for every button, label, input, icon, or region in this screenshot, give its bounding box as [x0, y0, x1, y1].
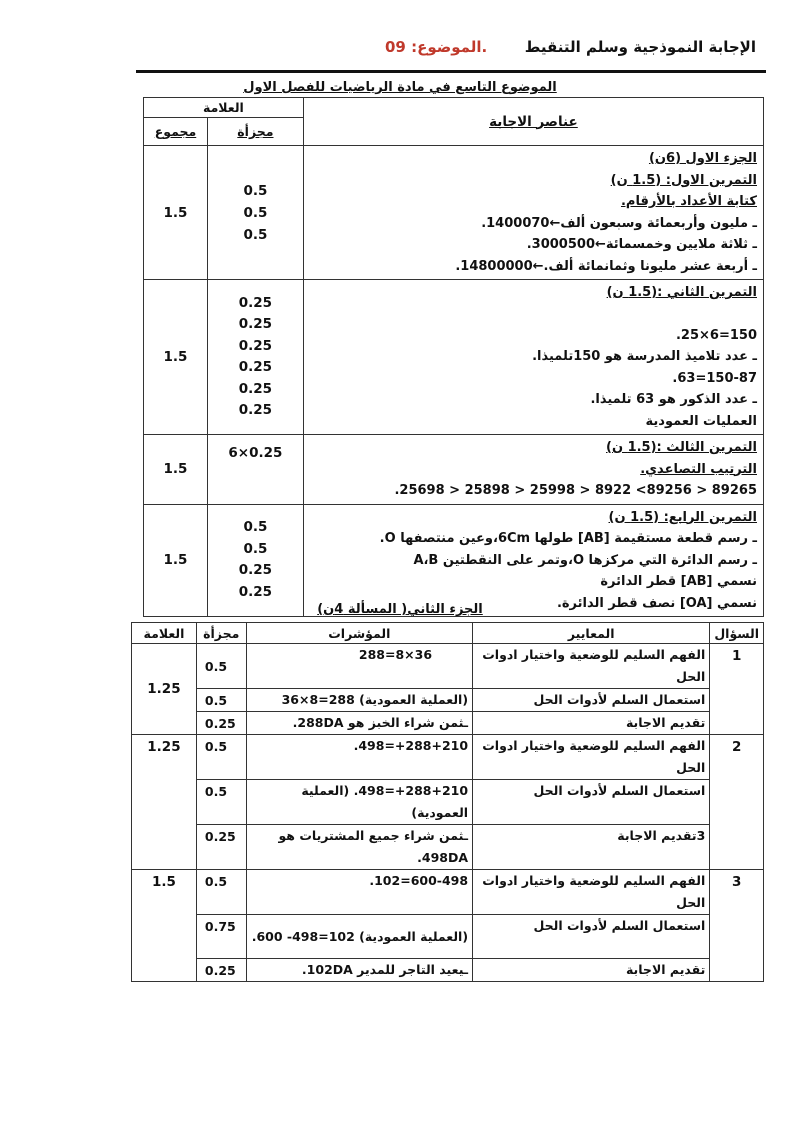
row-total: 1.5: [144, 146, 208, 280]
answer-line: ـ أربعة عشر مليونا وثمانمائة ألف.←14800000.: [455, 258, 757, 274]
partial-value: 0.5: [243, 182, 268, 199]
criterion-cell: الفهم السليم للوضعية واختيار ادوات الحل: [473, 735, 710, 780]
answer-header-label: عناصر الاجابة: [489, 113, 578, 130]
table-row: [144, 280, 764, 435]
document-caption: الموضوع التاسع في مادة الرياضيات للفصل الاول: [243, 80, 557, 95]
criterion-cell: استعمال السلم لأدوات الحل: [473, 689, 710, 712]
answer-cell: [303, 435, 763, 505]
answer-cell: [303, 504, 763, 617]
answer-cell: [303, 146, 763, 280]
answer-line: ـ عدد الذكور هو 63 تلميذا.: [590, 392, 757, 407]
row-total: 1.5: [144, 280, 208, 435]
partial-value: 0.25: [196, 712, 246, 735]
total-header-label: مجموع: [154, 124, 197, 139]
row-total: 1.5: [144, 435, 208, 505]
row-partials: [207, 146, 303, 280]
answer-line: ـ عدد تلاميذ المدرسة هو 150تلميذا.: [532, 349, 757, 364]
row-partials: [207, 435, 303, 505]
criterion-cell: استعمال السلم لأدوات الحل: [473, 780, 710, 825]
indicator-cell: ـيعيد التاجر للمدير 102DA.: [246, 959, 473, 982]
question-header: السؤال: [710, 623, 764, 644]
header-title: الإجابة النموذجية وسلم التنقيط: [524, 38, 756, 56]
table-row: [144, 435, 764, 505]
question-number: 3: [710, 870, 764, 982]
question-number: 2: [710, 735, 764, 870]
partial-value: 0.5: [196, 780, 246, 825]
partial-value: 6×0.25: [228, 445, 283, 461]
header-subject: الموضوع: 09.: [385, 38, 488, 56]
part2-table: [131, 622, 764, 982]
answer-line: التمرين الثاني :(1.5 ن): [606, 285, 757, 300]
partial-value: 0.5: [196, 689, 246, 712]
partial-value: 0.5: [196, 735, 246, 780]
partial-value: 0.25: [238, 562, 273, 579]
question-total: 1.25: [132, 644, 197, 735]
partial-value: 0.25: [196, 825, 246, 870]
answer-line: 150-87=63.: [672, 370, 757, 386]
indicator-cell: 36×8=288: [246, 644, 473, 689]
criteria-header: المعايير: [473, 623, 710, 644]
answer-header: [303, 98, 763, 146]
criterion-cell: 3تقديم الاجابة: [473, 825, 710, 870]
header-divider: [136, 70, 766, 73]
partial-value: 0.5: [196, 870, 246, 915]
partial-header-label: مجزأة: [237, 124, 274, 139]
criterion-cell: تقديم الاجابة: [473, 959, 710, 982]
question-number: 1: [710, 644, 764, 735]
criterion-cell: استعمال السلم لأدوات الحل: [473, 915, 710, 959]
criterion-cell: الفهم السليم للوضعية واختيار ادوات الحل: [473, 644, 710, 689]
answer-line: 89265 < 89256> 8922 < 25998 < 25898 < 25698.: [394, 483, 757, 498]
mark-header: العلامة: [132, 623, 197, 644]
table-row: [144, 504, 764, 617]
answer-cell: [303, 280, 763, 435]
criterion-cell: تقديم الاجابة: [473, 712, 710, 735]
partial-value: 0.5: [196, 644, 246, 689]
partial-value: 0.25: [238, 316, 273, 332]
partial-value: 0.25: [238, 359, 273, 375]
table-row: [132, 689, 764, 712]
question-total: 1.5: [132, 870, 197, 982]
partial-header: مجزأة: [196, 623, 246, 644]
table-row: [132, 959, 764, 982]
table-row: [132, 712, 764, 735]
answer-line: 150=6×25.: [675, 327, 757, 343]
table-row: [132, 644, 764, 689]
criterion-cell: الفهم السليم للوضعية واختيار ادوات الحل: [473, 870, 710, 915]
answer-line: نسمي [OA] نصف قطر الدائرة.: [556, 595, 757, 611]
partial-value: 0.75: [196, 915, 246, 959]
partial-value: 0.25: [238, 402, 273, 418]
answer-line: ـ ثلاثة ملايين وخمسمائة←3000500.: [526, 237, 757, 252]
total-header: [144, 118, 208, 146]
question-total: 1.25: [132, 735, 197, 870]
partial-value: 0.5: [243, 519, 268, 536]
partial-value: 0.5: [243, 226, 268, 243]
answer-line: التمرين الاول: (1.5 ن): [610, 172, 757, 188]
row-partials: [207, 280, 303, 435]
partial-value: 0.25: [238, 380, 273, 397]
answer-line: الترتيب التصاعدي.: [640, 461, 757, 477]
indicator-cell: ـثمن شراء الخبز هو 288DA.: [246, 712, 473, 735]
partial-header: [207, 118, 303, 146]
partial-value: 0.25: [238, 583, 273, 600]
part1-table: [143, 97, 764, 617]
row-total: 1.5: [144, 504, 208, 617]
indicators-header: المؤشرات: [246, 623, 473, 644]
table-row: [132, 870, 764, 915]
partial-value: 0.25: [196, 959, 246, 982]
partial-value: 0.25: [238, 337, 273, 354]
indicator-cell: (العملية العمودية) 102=498- 600.: [246, 915, 473, 959]
indicator-cell: 600-498=102.: [246, 870, 473, 915]
indicator-cell: ـثمن شراء جميع المشتريات هو 498DA.: [246, 825, 473, 870]
table-row: [144, 146, 764, 280]
table-row: [132, 780, 764, 825]
indicator-cell: 288+210+=498.: [246, 735, 473, 780]
indicator-cell: (العملية العمودية) 288=8×36: [246, 689, 473, 712]
answer-line: [310, 304, 757, 325]
mark-header: العلامة: [144, 98, 304, 118]
answer-line: ـ مليون وأربعمائة وسبعون ألف←1400070.: [481, 215, 757, 231]
answer-line: التمرين الرابع: (1.5 ن): [608, 509, 757, 525]
part2-caption: الجزء الثاني( المسألة 4ن): [317, 602, 483, 617]
answer-line: ـ رسم الدائرة التي مركزها O،وتمر على النقطتين A،B: [413, 552, 757, 568]
table-row: [132, 825, 764, 870]
partial-value: 0.5: [243, 204, 268, 221]
partial-value: 0.25: [238, 294, 273, 311]
answer-line: نسمي [AB] قطر الدائرة: [600, 574, 757, 589]
table-row: [132, 915, 764, 959]
answer-line: التمرين الثالث :(1.5 ن): [606, 440, 757, 455]
answer-line: العمليات العمودية: [645, 413, 757, 429]
indicator-cell: 288+210+=498. (العملية العمودية): [246, 780, 473, 825]
partial-value: 0.5: [243, 540, 268, 557]
answer-line: ـ رسم قطعة مستقيمة [AB] طولها 6Cm،وعين منتصفها O.: [379, 531, 757, 546]
answer-line: الجزء الاول (6ن): [648, 151, 757, 166]
table-row: [132, 735, 764, 780]
answer-line: كتابة الأعداد بالأرقام.: [620, 194, 757, 209]
row-partials: [207, 504, 303, 617]
